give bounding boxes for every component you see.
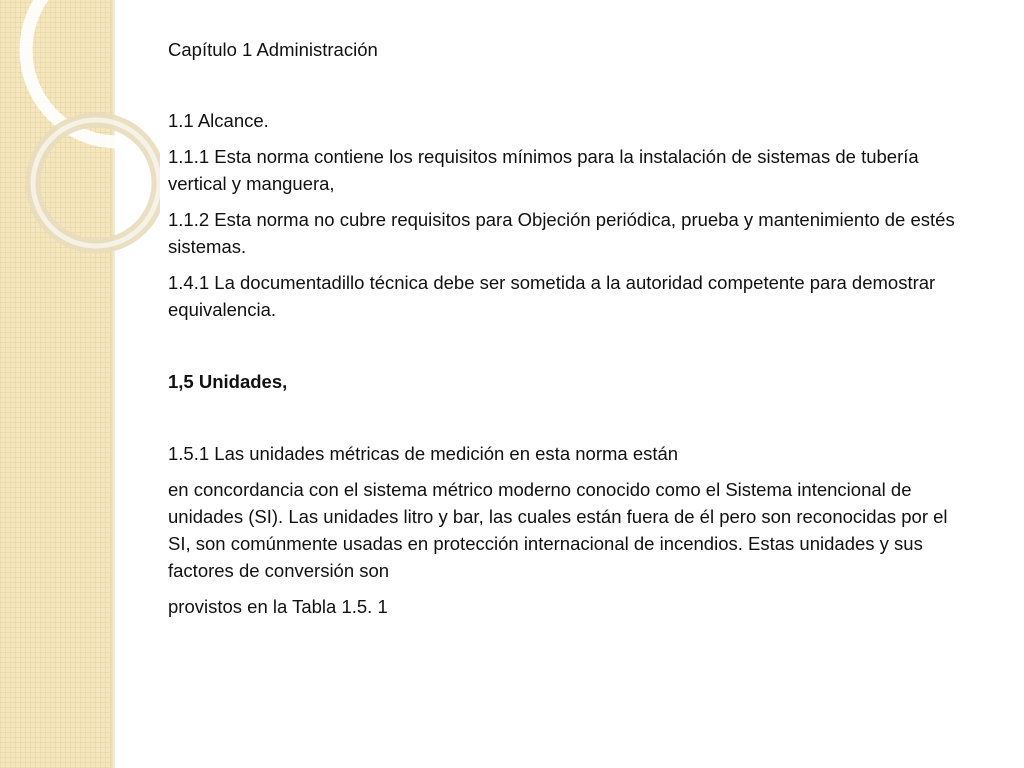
paragraph-1-5-1-first-line: 1.5.1 Las unidades métricas de medición en esta norma están [168,443,679,464]
paragraph-1-1-1: 1.1.1 Esta norma contiene los requisitos mínimos para la instalación de sistemas de tubería vertical y manguera, [168,146,919,194]
section-title-scope: 1.1 Alcance. [168,110,269,131]
paragraph-1-5-1-body: en concordancia con el sistema métrico moderno conocido como el Sistema intencional de unidades (SI). Las unidades litro y bar, las cuales están fuera de él pero son reconocidas por el SI, son comúnmente usadas en protección internacional de incendios. Estas unidades y sus factores de conversión son [168,479,948,581]
paragraph-1-1-2: 1.1.2 Esta norma no cubre requisitos para Objeción periódica, prueba y mantenimiento de estés sistemas. [168,209,955,257]
paragraph-1-4-1: 1.4.1 La documentadillo técnica debe ser sometida a la autoridad competente para demostrar equivalencia. [168,272,936,320]
slide-content [168,36,968,620]
chapter-heading: Capítulo 1 Administración [168,39,378,60]
section-title-units: 1,5 Unidades, [168,371,288,392]
decorative-rings-icon [0,0,160,300]
paragraph-1-5-1-end: provistos en la Tabla 1.5. 1 [168,596,388,617]
